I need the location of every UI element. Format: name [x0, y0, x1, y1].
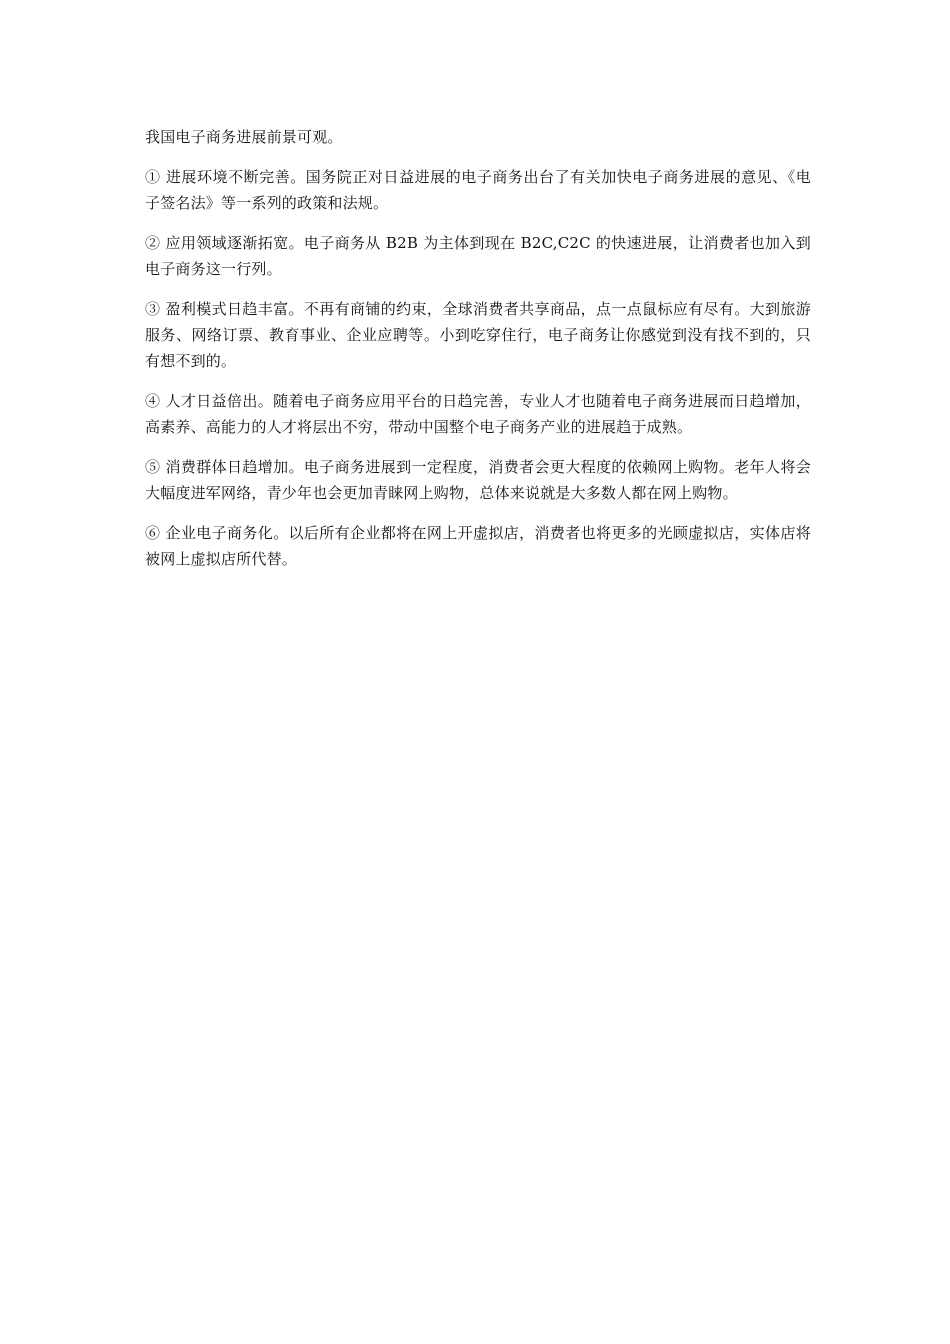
point-paragraph-5 — [145, 454, 811, 506]
point-paragraph-3 — [145, 296, 811, 374]
point-marker: ② — [145, 234, 161, 252]
point-text: 应用领域逐渐拓宽。电子商务从 B2B 为主体到现在 B2C,C2C 的快速进展，让消费者也加入到电子商务这一行列。 — [145, 234, 811, 278]
point-text: 进展环境不断完善。国务院正对日益进展的电子商务出台了有关加快电子商务进展的意见、《电子签名法》等一系列的政策和法规。 — [145, 168, 812, 212]
point-marker: ⑤ — [145, 458, 161, 476]
point-text: 人才日益倍出。随着电子商务应用平台的日趋完善，专业人才也随着电子商务进展而日趋增加，高素养、高能力的人才将层出不穷，带动中国整个电子商务产业的进展趋于成熟。 — [145, 392, 811, 436]
point-paragraph-6 — [145, 520, 811, 572]
point-text: 盈利模式日趋丰富。不再有商铺的约束，全球消费者共享商品，点一点鼠标应有尽有。大到旅游服务、网络订票、教育事业、企业应聘等。小到吃穿住行，电子商务让你感觉到没有找不到的，只有想不到的。 — [145, 300, 811, 370]
point-paragraph-4 — [145, 388, 811, 440]
point-marker: ⑥ — [145, 524, 161, 542]
document-body — [145, 124, 811, 586]
point-paragraph-2 — [145, 230, 811, 282]
point-marker: ③ — [145, 300, 161, 318]
point-paragraph-1 — [145, 164, 811, 216]
point-marker: ① — [145, 168, 161, 186]
intro-paragraph: 我国电子商务进展前景可观。 — [145, 128, 343, 146]
point-text: 消费群体日趋增加。电子商务进展到一定程度，消费者会更大程度的依赖网上购物。老年人将会大幅度进军网络，青少年也会更加青睐网上购物，总体来说就是大多数人都在网上购物。 — [145, 458, 811, 502]
point-text: 企业电子商务化。以后所有企业都将在网上开虚拟店，消费者也将更多的光顾虚拟店，实体店将被网上虚拟店所代替。 — [145, 524, 811, 568]
point-marker: ④ — [145, 392, 161, 410]
